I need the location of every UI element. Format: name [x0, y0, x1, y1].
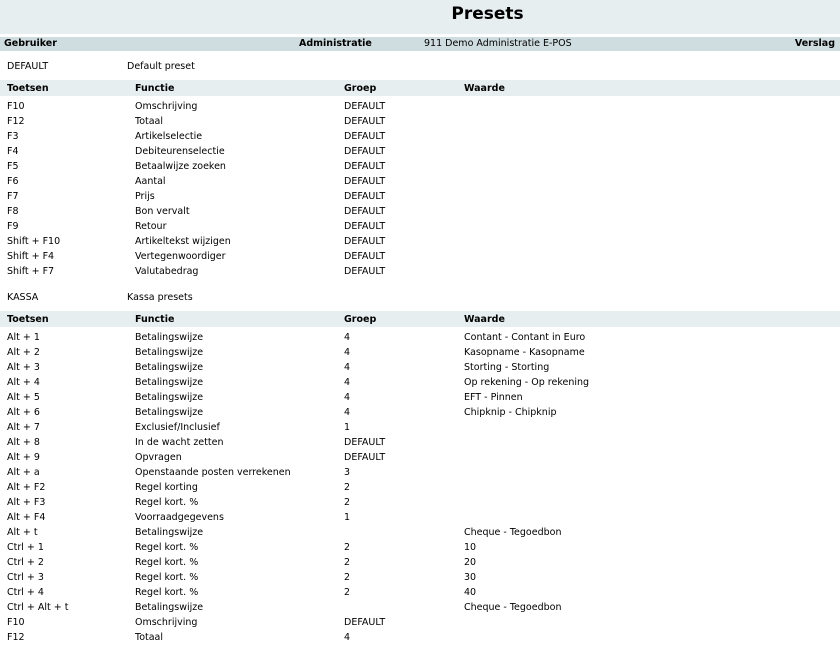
column-header-waarde: Waarde: [464, 83, 505, 94]
page-title: Presets: [451, 4, 524, 24]
cell-groep: 4: [344, 332, 351, 343]
cell-waarde: Contant - Contant in Euro: [464, 332, 586, 343]
cell-toetsen: F8: [7, 206, 19, 217]
column-header-groep: Groep: [344, 83, 377, 94]
table-row: [0, 435, 840, 450]
table-row: [0, 615, 840, 630]
cell-toetsen: Alt + 4: [7, 377, 40, 388]
section-code: DEFAULT: [7, 61, 49, 72]
section-name: Default preset: [127, 61, 195, 72]
cell-functie: Openstaande posten verrekenen: [135, 467, 291, 478]
cell-functie: Artikelselectie: [135, 131, 203, 142]
table-row: [0, 129, 840, 144]
column-header-toetsen: Toetsen: [7, 314, 49, 325]
cell-groep: 4: [344, 392, 351, 403]
cell-groep: DEFAULT: [344, 161, 386, 172]
cell-groep: 4: [344, 632, 351, 643]
cell-groep: 4: [344, 407, 351, 418]
cell-functie: Exclusief/Inclusief: [135, 422, 220, 433]
cell-waarde: Kasopname - Kasopname: [464, 347, 585, 358]
cell-toetsen: Alt + 5: [7, 392, 40, 403]
cell-functie: Retour: [135, 221, 167, 232]
column-header-toetsen: Toetsen: [7, 83, 49, 94]
report-header: [0, 37, 840, 51]
cell-functie: Opvragen: [135, 452, 182, 463]
cell-functie: Artikeltekst wijzigen: [135, 236, 231, 247]
cell-waarde: 40: [464, 587, 477, 598]
cell-toetsen: Alt + 3: [7, 362, 40, 373]
column-header-functie: Functie: [135, 83, 175, 94]
cell-groep: 2: [344, 572, 351, 583]
cell-groep: 1: [344, 422, 351, 433]
table-row: [0, 264, 840, 279]
table-row: [0, 540, 840, 555]
cell-groep: DEFAULT: [344, 191, 386, 202]
cell-toetsen: Alt + 6: [7, 407, 40, 418]
column-header-row: [0, 80, 840, 96]
cell-waarde: 20: [464, 557, 477, 568]
table-row: [0, 555, 840, 570]
table-row: [0, 630, 840, 645]
cell-groep: 1: [344, 512, 351, 523]
table-row: [0, 390, 840, 405]
cell-groep: DEFAULT: [344, 437, 386, 448]
cell-toetsen: F12: [7, 632, 25, 643]
cell-functie: Regel kort. %: [135, 557, 199, 568]
table-row: [0, 510, 840, 525]
cell-functie: Regel korting: [135, 482, 198, 493]
cell-functie: Debiteurenselectie: [135, 146, 225, 157]
cell-groep: DEFAULT: [344, 221, 386, 232]
column-header-waarde: Waarde: [464, 314, 505, 325]
cell-groep: 4: [344, 377, 351, 388]
cell-waarde: 10: [464, 542, 477, 553]
table-row: [0, 189, 840, 204]
cell-waarde: Op rekening - Op rekening: [464, 377, 590, 388]
administratie-label: Administratie: [299, 38, 372, 49]
table-row: [0, 114, 840, 129]
cell-functie: Omschrijving: [135, 101, 198, 112]
cell-waarde: Cheque - Tegoedbon: [464, 527, 562, 538]
section-title: [0, 291, 840, 305]
cell-toetsen: Alt + F2: [7, 482, 46, 493]
cell-groep: DEFAULT: [344, 176, 386, 187]
cell-groep: 2: [344, 497, 351, 508]
cell-toetsen: Ctrl + 1: [7, 542, 44, 553]
cell-functie: Vertegenwoordiger: [135, 251, 226, 262]
cell-functie: Valutabedrag: [135, 266, 199, 277]
column-header-functie: Functie: [135, 314, 175, 325]
cell-toetsen: F9: [7, 221, 19, 232]
cell-toetsen: F3: [7, 131, 19, 142]
table-row: [0, 99, 840, 114]
cell-groep: DEFAULT: [344, 206, 386, 217]
table-row: [0, 480, 840, 495]
table-row: [0, 204, 840, 219]
table-row: [0, 159, 840, 174]
cell-groep: 2: [344, 587, 351, 598]
cell-functie: Betalingswijze: [135, 347, 204, 358]
cell-toetsen: Alt + 2: [7, 347, 40, 358]
cell-functie: Regel kort. %: [135, 542, 199, 553]
administratie-value: 911 Demo Administratie E-POS: [424, 38, 572, 49]
verslag-label: Verslag: [794, 38, 835, 49]
cell-functie: Regel kort. %: [135, 572, 199, 583]
table-row: [0, 234, 840, 249]
cell-functie: Betalingswijze: [135, 602, 204, 613]
cell-toetsen: Alt + 8: [7, 437, 40, 448]
cell-groep: DEFAULT: [344, 101, 386, 112]
cell-waarde: Chipknip - Chipknip: [464, 407, 557, 418]
cell-functie: Voorraadgegevens: [135, 512, 224, 523]
cell-toetsen: F10: [7, 101, 25, 112]
table-row: [0, 330, 840, 345]
column-header-row: [0, 311, 840, 327]
column-header-groep: Groep: [344, 314, 377, 325]
cell-toetsen: Ctrl + 4: [7, 587, 44, 598]
cell-groep: 2: [344, 542, 351, 553]
section-code: KASSA: [7, 292, 39, 303]
cell-toetsen: Shift + F4: [7, 251, 55, 262]
cell-functie: Prijs: [135, 191, 155, 202]
cell-toetsen: Ctrl + 2: [7, 557, 44, 568]
cell-toetsen: F12: [7, 116, 25, 127]
cell-toetsen: Shift + F7: [7, 266, 55, 277]
cell-toetsen: F10: [7, 617, 25, 628]
cell-toetsen: F6: [7, 176, 19, 187]
table-row: [0, 405, 840, 420]
cell-waarde: 30: [464, 572, 477, 583]
table-row: [0, 585, 840, 600]
cell-groep: 3: [344, 467, 351, 478]
cell-toetsen: Alt + a: [7, 467, 40, 478]
cell-toetsen: F7: [7, 191, 19, 202]
table-row: [0, 420, 840, 435]
table-row: [0, 144, 840, 159]
cell-waarde: EFT - Pinnen: [464, 392, 523, 403]
cell-groep: DEFAULT: [344, 131, 386, 142]
table-row: [0, 249, 840, 264]
cell-groep: DEFAULT: [344, 617, 386, 628]
table-row: [0, 495, 840, 510]
cell-functie: Totaal: [135, 116, 164, 127]
cell-toetsen: Alt + 7: [7, 422, 40, 433]
cell-groep: DEFAULT: [344, 251, 386, 262]
table-row: [0, 375, 840, 390]
cell-functie: In de wacht zetten: [135, 437, 224, 448]
table-row: [0, 360, 840, 375]
cell-functie: Bon vervalt: [135, 206, 190, 217]
table-row: [0, 600, 840, 615]
cell-functie: Aantal: [135, 176, 166, 187]
cell-toetsen: Ctrl + Alt + t: [7, 602, 69, 613]
cell-groep: 4: [344, 362, 351, 373]
cell-functie: Regel kort. %: [135, 497, 199, 508]
table-row: [0, 570, 840, 585]
table-row: [0, 465, 840, 480]
cell-waarde: Cheque - Tegoedbon: [464, 602, 562, 613]
gebruiker-label: Gebruiker: [4, 38, 57, 49]
cell-toetsen: Alt + F4: [7, 512, 46, 523]
cell-toetsen: Alt + F3: [7, 497, 46, 508]
cell-groep: DEFAULT: [344, 452, 386, 463]
table-row: [0, 345, 840, 360]
cell-toetsen: Alt + 1: [7, 332, 40, 343]
cell-toetsen: Ctrl + 3: [7, 572, 44, 583]
table-row: [0, 450, 840, 465]
title-bar: [0, 0, 840, 34]
cell-groep: DEFAULT: [344, 236, 386, 247]
cell-groep: DEFAULT: [344, 146, 386, 157]
cell-functie: Betalingswijze: [135, 407, 204, 418]
cell-functie: Betalingswijze: [135, 527, 204, 538]
cell-functie: Regel kort. %: [135, 587, 199, 598]
cell-waarde: Storting - Storting: [464, 362, 550, 373]
cell-groep: 4: [344, 347, 351, 358]
cell-groep: 2: [344, 557, 351, 568]
table-row: [0, 219, 840, 234]
cell-groep: DEFAULT: [344, 116, 386, 127]
cell-toetsen: Shift + F10: [7, 236, 61, 247]
section-name: Kassa presets: [127, 292, 193, 303]
section-title: [0, 60, 840, 74]
cell-functie: Omschrijving: [135, 617, 198, 628]
cell-functie: Betalingswijze: [135, 392, 204, 403]
cell-functie: Betalingswijze: [135, 377, 204, 388]
cell-functie: Totaal: [135, 632, 164, 643]
table-row: [0, 525, 840, 540]
cell-groep: DEFAULT: [344, 266, 386, 277]
cell-functie: Betalingswijze: [135, 362, 204, 373]
cell-groep: 2: [344, 482, 351, 493]
cell-functie: Betaalwijze zoeken: [135, 161, 226, 172]
cell-toetsen: Alt + 9: [7, 452, 40, 463]
cell-functie: Betalingswijze: [135, 332, 204, 343]
cell-toetsen: Alt + t: [7, 527, 38, 538]
table-row: [0, 174, 840, 189]
cell-toetsen: F5: [7, 161, 19, 172]
cell-toetsen: F4: [7, 146, 19, 157]
